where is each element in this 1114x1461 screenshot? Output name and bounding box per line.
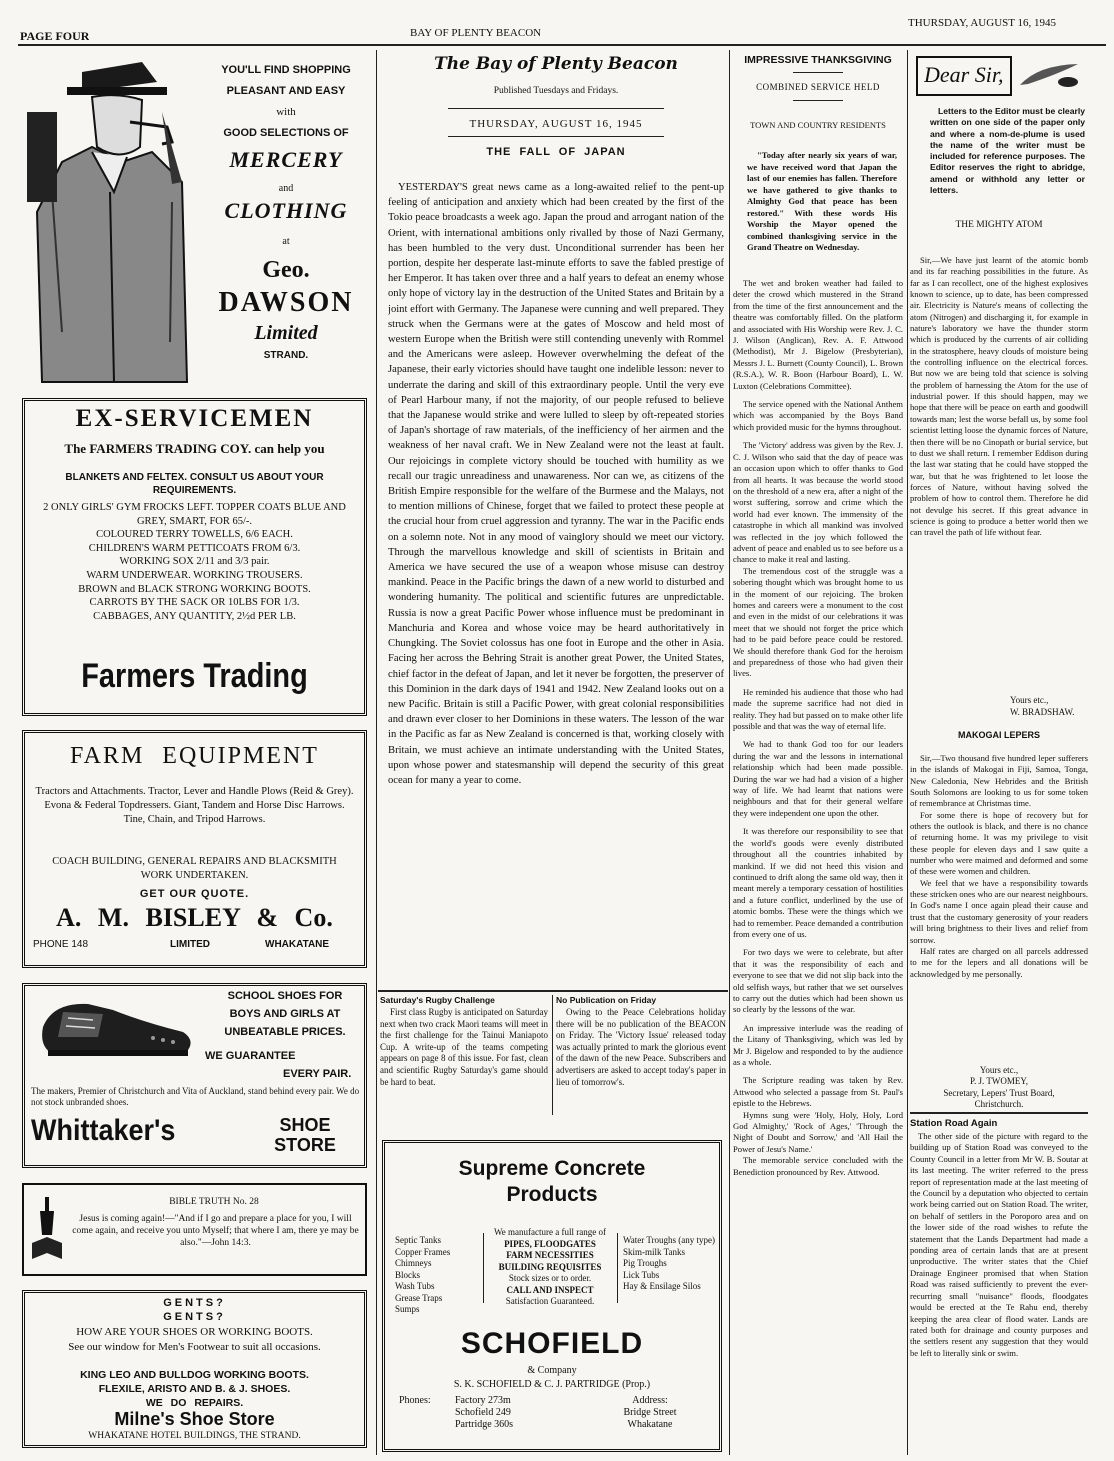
farmers-line: BROWN and BLACK STRONG WORKING BOOTS.	[78, 583, 311, 595]
gentleman-illustration	[22, 52, 197, 384]
farmers-title: EX-SERVICEMEN	[75, 405, 314, 432]
schofield-props: S. K. SCHOFIELD & C. J. PARTRIDGE (Prop.)	[453, 1379, 651, 1390]
lepers-sign-line: Yours etc.,	[979, 1065, 1019, 1075]
column-rule-3	[907, 50, 908, 1455]
dawson-mercery: MERCERY	[229, 147, 343, 172]
lepers-sign-line: P. J. TWOMEY,	[970, 1076, 1028, 1087]
milne-gents-2: GENTS?	[163, 1311, 226, 1323]
schofield-name: SCHOFIELD	[460, 1327, 644, 1360]
bisley-ad	[22, 730, 367, 968]
product-item: Sumps	[395, 1304, 420, 1314]
dawson-limited: Limited	[254, 322, 318, 344]
phones-label: Phones:	[399, 1395, 431, 1406]
nameplate: The Bay of Plenty Beacon	[434, 54, 678, 74]
whittaker-shoe: SHOE	[279, 1116, 331, 1134]
product-item: Water Troughs (any type)	[623, 1235, 716, 1245]
page-number: PAGE FOUR	[20, 29, 90, 43]
bisley-coach-text: COACH BUILDING, GENERAL REPAIRS AND BLACKSMITH WORK UNDERTAKEN.	[52, 856, 337, 881]
editorial-headline: THE FALL OF JAPAN	[486, 146, 626, 158]
dear-sir-logo	[916, 56, 1012, 96]
dear-sir-text: Dear Sir,	[924, 62, 1004, 87]
schofield-mid-line: PIPES, FLOODGATES	[504, 1238, 596, 1249]
atom-body: Sir,—We have just learnt of the atomic bomb and its far reaching possibilities in the future. As far as I can recollect, one of the highest explosives known to science, up to date, has been compressed air. Electricity is Nature's means of collecting the atom (Nitrogen) and discharging it, for example in nature's laboratory we have the thunder storm which is produced by the currents of air colliding in the stratosphere, heavy clouds of moisture being the controlling influence on the electrical forces. But now we are being told that science is solving the problem of harnessing the Atom for the use of industrial power. If this should happen, may we hope that there will be peace on earth and goodwill towards man; lest the worse befall us, by some fool scientist letting loose the dynamic forces of Nature, then there will be no Cinopath or burial service, but to dust we shall return. I remember Eddison during the last war stating that he could have stopped the war, but that he was frightened to let loose the forces of Nature, without having solved the problem of how to control them. Therefore he did not devulge his secret. If this great advance in science is going to produce a better world then we can travel the path of life without fear.	[910, 255, 1088, 538]
whittaker-small: The makers, Premier of Christchurch and Vita of Auckland, stand behind every pair. We do not stock unbranded shoes.	[31, 1086, 360, 1107]
nopub-body: Owing to the Peace Celebrations holiday there will be no publication of the BEACON on Friday. The 'Victory Issue' released today was actually printed to mark the glorious event of the dawn of the new Peace. Subscribers and advertisers are asked to accept today's paper in lieu of tomorrow's.	[556, 1007, 726, 1087]
editorial-bottom-rule	[378, 990, 728, 992]
thanksgiving-article	[733, 50, 903, 1455]
farmers-footer-logo: Farmers Trading	[81, 657, 308, 695]
bisley-name: A. M. BISLEY & Co.	[56, 903, 333, 932]
phone-entry: Partridge 360s	[455, 1419, 514, 1430]
phone-entry: Factory 273m	[455, 1395, 511, 1406]
thanks-lead: "Today after nearly six years of war, we have received word that Japan the last of our enemies has fallen. Therefore we have gathered to give thanks to Almighty God that peace has been restored." With these words His Worship the Mayor opened the combined thanksgiving service in the Grand Theatre on Wednesday.	[747, 150, 897, 252]
lepers-para: Half rates are charged on all parcels addressed to me for the lepers and all donations will be acknowledged by me personally.	[910, 945, 1088, 979]
rugby-item	[380, 995, 548, 1125]
farmers-line: WARM UNDERWEAR. WORKING TROUSERS.	[86, 569, 303, 581]
dawson-name: DAWSON	[218, 287, 354, 318]
product-item: Copper Frames	[395, 1246, 451, 1257]
dawson-line4: GOOD SELECTIONS OF	[223, 127, 349, 139]
milne-address: WHAKATANE HOTEL BUILDINGS, THE STRAND.	[88, 1431, 301, 1441]
phone-entry: Schofield 249	[455, 1407, 511, 1418]
farmers-blankets: BLANKETS AND FELTEX. CONSULT US ABOUT YOUR REQUIREMENTS.	[65, 472, 324, 496]
lepers-sign-line: Secretary, Lepers' Trust Board,	[943, 1087, 1055, 1098]
schofield-mid-line: Stock sizes or to order.	[508, 1273, 592, 1283]
station-title: Station Road Again	[910, 1118, 998, 1129]
product-item: Lick Tubs	[623, 1269, 660, 1280]
thanks-para: He reminded his audience that those who had made the supreme sacrifice had not died in reality. They had but passed on to make other life possible and that was the way of eternal life.	[733, 686, 903, 732]
milne-window: See our window for Men's Footwear to suit all occasions.	[68, 1341, 321, 1353]
letters-intro: Letters to the Editor must be clearly written on one side of the paper only and where a nom-de-plume is used the name of the writer must be included for reference purposes. The Editor reserves the right to abridge, amend or withhold any letter or letters.	[930, 106, 1085, 196]
bisley-equipment-text: Tractors and Attachments. Tractor, Lever and Handle Plows (Reid & Grey). Evona & Federal Topdressers. Giant, Tandem and Horse Disc Harrows. Tine, Chain, and Tripod Harrows.	[35, 786, 354, 825]
lepers-heading: MAKOGAI LEPERS	[957, 730, 1040, 740]
whittaker-line5: EVERY PAIR.	[283, 1068, 352, 1080]
product-item: Grease Traps	[395, 1292, 443, 1303]
lepers-para: For some there is hope of recovery but for others the outlook is black, and there is no chance of returning home. It was my privilege to visit these people for eleven days and I saw quite a number who were maimed and deformed and some of these were women and children.	[910, 809, 1088, 877]
product-item: Skim-milk Tanks	[623, 1246, 685, 1257]
bisley-phone: PHONE 148	[33, 939, 89, 950]
masthead-rule	[18, 44, 1106, 46]
thanks-para: Hymns sung were 'Holy, Holy, Holy, Lord God Almighty,' 'Rock of Ages,' 'Through the Night of Doubt and Sorrow,' and 'All Hail the Power of Jesu's Name.'	[733, 1109, 903, 1154]
letters-column	[910, 50, 1088, 1455]
whittaker-name: Whittaker's	[31, 1114, 176, 1147]
thanks-para: The tremendous cost of the struggle was a sobering thought which was brought home to us in the moment of our rejoicing. The broken homes and careers were a monument to the cost and even in the midst of our celebrations it was meet that we should not forget the price which had to be paid before peace could be restored. We should therefore thank God for the heroism and preparedness of those who had given their lives.	[733, 565, 903, 679]
farmers-line: WORKING SOX 2/11 and 3/3 pair.	[119, 556, 270, 568]
farmers-line: COLOURED TERRY TOWELLS, 6/6 EACH.	[96, 529, 293, 541]
nopub-title: No Publication on Friday	[556, 995, 657, 1005]
rugby-title: Saturday's Rugby Challenge	[380, 995, 495, 1005]
schofield-mid-line: We manufacture a full range of	[494, 1227, 606, 1237]
dawson-with: with	[276, 106, 296, 118]
thanks-para: An impressive interlude was the reading of the Litany of Thanksgiving, which was led by Mr J. Bigelow and responded to by the audience as a whole.	[733, 1022, 903, 1067]
editorial-date: THURSDAY, AUGUST 16, 1945	[469, 118, 643, 130]
paper-title-running: BAY OF PLENTY BEACON	[410, 27, 542, 39]
schofield-mid-line: FARM NECESSITIES	[506, 1250, 594, 1260]
address-line: Whakatane	[627, 1419, 673, 1430]
lepers-para: We feel that we have a responsibility towards these stricken ones who are our nearest neighbours. In God's name I once again plead their cause and trust that the customary generosity of your readers will bring brightness to their lives and relief from sorrow.	[910, 877, 1088, 945]
lepers-para: Sir,—Two thousand five hundred leper sufferers in the islands of Makogai in Fiji, Samoa, Tonga, New Caledonia, New Hebrides and the British South Solomons are looking to us for some token of remembrance at Christmas time.	[910, 753, 1088, 809]
atom-title: THE MIGHTY ATOM	[955, 220, 1043, 230]
column-rule-1	[376, 50, 377, 1455]
bisley-town: WHAKATANE	[265, 939, 330, 950]
product-item: Pig Troughs	[623, 1258, 667, 1268]
editorial-column	[388, 50, 724, 980]
date-rule	[448, 136, 664, 137]
product-item: Septic Tanks	[395, 1235, 441, 1245]
farmers-trading-ad	[22, 398, 367, 716]
whittaker-line3: UNBEATABLE PRICES.	[224, 1026, 346, 1038]
farmers-line: CABBAGES, ANY QUANTITY, 2½d PER LB.	[93, 610, 296, 622]
milne-name: Milne's Shoe Store	[114, 1409, 275, 1429]
product-item: Wash Tubs	[395, 1281, 435, 1291]
thanks-para: The Scripture reading was taken by Rev. Attwood who selected a passage from St. Paul's epistle to the Hebrews.	[733, 1075, 903, 1109]
whittaker-line1: SCHOOL SHOES FOR	[227, 990, 343, 1002]
issue-date: THURSDAY, AUGUST 16, 1945	[908, 17, 1057, 29]
quill-icon	[1018, 60, 1080, 90]
schofield-mid-line: BUILDING REQUISITES	[498, 1261, 602, 1272]
thanks-para: The wet and broken weather had failed to deter the crowd which mustered in the Strand from the time of the first announcement and the theatre was comfortably filled. On the platform and associated with His Worship were Rev. J. C. J. Wilson (Anglican), Rev. A. F. Attwood (Methodist), Mr J. Bigelow (Presbyterian), Messrs J. L. Burnett (County Council), L. Brown (R.S.A.), W. R. Boon (Harbour Board), L. W. Luxton (Celebrations Committee).	[733, 278, 903, 391]
lepers-sign-line: Christchurch.	[974, 1098, 1024, 1109]
farmers-line: 2 ONLY GIRLS' GYM FROCKS LEFT. TOPPER COATS BLUE AND GREY, SMART, FOR 65/-.	[43, 502, 346, 527]
schofield-divider-2	[617, 1233, 618, 1303]
dawson-line1: YOU'LL FIND SHOPPING	[221, 64, 351, 76]
lamp-book-icon	[30, 1195, 64, 1265]
no-publication-item	[556, 995, 726, 1125]
address-label: Address:	[632, 1395, 668, 1406]
product-item: Chimneys	[395, 1258, 432, 1268]
thanks-sub: COMBINED SERVICE HELD	[756, 82, 880, 92]
rugby-rule	[552, 995, 553, 1115]
milne-question: HOW ARE YOUR SHOES OR WORKING BOOTS.	[76, 1326, 313, 1338]
dawson-geo: Geo.	[262, 257, 310, 283]
schofield-title-1: Supreme Concrete	[458, 1157, 646, 1180]
thanks-sub2: TOWN AND COUNTRY RESIDENTS	[750, 120, 886, 130]
whittaker-line2: BOYS AND GIRLS AT	[229, 1008, 341, 1020]
schofield-title-2: Products	[506, 1183, 598, 1206]
whittaker-store: STORE	[274, 1136, 336, 1154]
address-line: Bridge Street	[623, 1407, 677, 1418]
station-body: The other side of the picture with regard to the building up of Station Road was conveyed to the County Council in a letter from Mr W. B. Soutar at its last meeting. The writer referred to the press report of representation made at the last meeting of the Council by a deputation who objected to certain work being carried out on Station Road. The writer, on behalf of settlers in the Poroporo area and on the lower side of the road wishes to refute the statement that the Lands Department had made a ponding area of certain lands that are at present unproductive. The writer states that the Chief Drainage Engineer promised that when Station Road was raised sufficiently to prevent the ever-recurring small "nuisance" floods, floodgates would be erected at the Te Rahu end, thereby keeping the area clear of flood water. Lands are rated both for drainage and county purposes and the settlers resent any suggestion that they would be left to literally sink or swim.	[910, 1131, 1088, 1358]
bisley-quote: GET OUR QUOTE.	[139, 888, 250, 900]
dawson-line2: PLEASANT AND EASY	[226, 85, 346, 97]
bible-text: Jesus is coming again!—"And if I go and prepare a place for you, I will come again, and receive you unto Myself; that where I am, there ye may be also."—John 14:3.	[72, 1214, 359, 1248]
schofield-mid-line: CALL AND INSPECT	[506, 1284, 594, 1295]
schofield-company: & Company	[527, 1365, 577, 1376]
thanks-rule-2	[793, 100, 843, 101]
editorial-body: YESTERDAY'S great news came as a long-awaited relief to the pent-up feeling of anticipation and anxiety which had been created by the first of the Tokio peace broadcasts a week ago. Japan the proud and arrogant nation of the Orient, with international ambitions only rivalled by those of Nazi Germany, has been humbled to the very dust. Unconditional surrender has been her portion, despite her desperate last-minute efforts to save the fabled prestige of her Emperor. It has taken over three and a half years to defeat an enemy whose only hope of victory lay in the destruction of the United States and Britain by a joint effort with Germany. The Japanese were cunning and well prepared. They struck when the Germans were at the gates of Moscow and held most of western Europe when the British were still contending unevenly with Rommel and the Americans were asleep. However overwhelming the defeat of the Japanese, their early victories should have taught one indelible lesson: never to underrate the daring and skill of this extraordinary people. Until the very eve of Pearl Harbour many, if not the majority, of our people refused to believe that the Japanese would strike and were lulled to sleep by oft-repeated stories of Japan's shortage of raw materials, of the inefficiency of her airmen and the weakness of her naval craft. We in New Zealand were not the least at fault. Our rejoicings in complete victory should be touched with humility as we recall our tragic unreadiness and unawareness. Nor can we, as citizens of the British Empire responsible for the welfare of the Burmese and the Malays, not to mention millions of Chinese, forget that we failed to protect these people at the crucial hour from cruel aggression and tyranny. The war in the Pacific ends on a solemn note. Not in any mood of vainglory should we meet our victory. Through the marvellous knowledge and skill of scientists in Britain and America we have secured the use of a weapon whose misuse can destroy mankind. Peace in the Pacific brings the dawn of a new world to disturbed and wondering humanity. The political and scientific futures are unpredictable. Russia is now a great Pacific Power whose influence must be predominant in Manchuria and Korea and whose voice may be heard authoritatively in Chungking. The Soviet colossus has one foot in Europe and the other in Asia. Facing her across the Behring Strait is another great Power, the United States, chief factor in the defeat of Japan, and let it never be forgotten, the preserver of this Dominion in the dark days of 1941 and 1942. New Zealand looks out on a new Pacific. Britain is still a Pacific Power, with great colonial responsibilities and drawn ever closer to her Dominions in these waters. The lesson of the war in the Pacific as far as New Zealand is concerned is that, working closely with Britain, we must achieve an intimate understanding with the United States, upon whose power and statesmanship will depend the security of this great ocean for many a year to come.	[388, 182, 724, 786]
rugby-body: First class Rugby is anticipated on Saturday next when two crack Maori teams will meet in the first challenge for the Tainui Maniapoto Cup. A write-up of the teams competing appears on page 8 of this issue. For fast, clean and scientific Rugby Saturday's game should be hard to beat.	[380, 1007, 548, 1087]
schofield-ad	[382, 1140, 722, 1452]
thanks-para: The service opened with the National Anthem which was accompanied by the Boys Band which provided music for the hymns throughout.	[733, 399, 903, 432]
thanks-para: The memorable service concluded with the Benediction pronounced by Rev. Attwood.	[733, 1155, 903, 1177]
thanks-para: The 'Victory' address was given by the Rev. J. C. J. Wilson who said that the day of peace was an occasion upon which to offer thanks to God from all hearts. It was because the world stood on the threshold of a new era, after a night of the worst suffering, sorrow and crime which the world had ever known. The immensity of the catastrophe in which all mankind was involved was reflected in the joy which followed the advent of peace and enabled us to see before us a chance to make it real and lasting.	[733, 440, 903, 565]
whittaker-ad	[22, 983, 367, 1168]
station-rule	[910, 1112, 1088, 1114]
bible-truth-box	[22, 1183, 367, 1276]
thanks-para: It was therefore our responsibility to see that the world's goods were evenly distributed throughout all the countries inhabited by mankind. If we did not heed this vision and continued to drift along the same old way, then it meant merely a temporary cessation of hostilities and a future conflict, underlined by the use of atomic bombs. These were the things which we had to remember. Peace demanded a contribution from every one of us.	[733, 826, 903, 939]
dawson-ad	[22, 52, 372, 384]
published-note: Published Tuesdays and Fridays.	[493, 86, 619, 96]
dawson-at: at	[282, 236, 290, 247]
thanks-para: We had to thank God too for our leaders during the war and the lessons in international relationship which had been made possible. During the war we had had a vision of a higher way of life. We had learnt that nations were neighbours and that for their general welfare they were independent one upon the other.	[733, 739, 903, 818]
milne-shoe-ad	[22, 1290, 367, 1448]
schofield-divider-1	[483, 1233, 484, 1303]
atom-yours: Yours etc.,	[1010, 695, 1049, 705]
thanks-rule-1	[793, 72, 843, 73]
thanks-para: For two days we were to celebrate, but after that it was the responsibility of each and everyone to see that we did not slip back into the old selfish ways, but rather that we set ourselves to carry out the duties which had been shown us so clearly by the lessons of the war.	[733, 947, 903, 1015]
milne-repairs: WE DO REPAIRS.	[145, 1397, 244, 1409]
bisley-title: FARM EQUIPMENT	[70, 743, 319, 769]
milne-king-leo: KING LEO AND BULLDOG WORKING BOOTS.	[80, 1369, 309, 1381]
milne-flexile: FLEXILE, ARISTO AND B. & J. SHOES.	[98, 1383, 291, 1395]
shoe-illustration	[33, 992, 198, 1067]
thanks-headline: IMPRESSIVE THANKSGIVING	[744, 54, 892, 66]
dawson-and: and	[278, 183, 294, 194]
bisley-limited: LIMITED	[170, 939, 210, 950]
dawson-clothing: CLOTHING	[224, 198, 348, 223]
farmers-subtitle: The FARMERS TRADING COY. can help you	[64, 441, 325, 456]
bible-title: BIBLE TRUTH No. 28	[169, 1197, 259, 1207]
dawson-strand: STRAND.	[263, 350, 309, 361]
farmers-line: CARROTS BY THE SACK OR 10LBS FOR 1/3.	[89, 597, 300, 609]
product-item: Hay & Ensilage Silos	[623, 1281, 701, 1291]
product-item: Blocks	[395, 1269, 421, 1280]
farmers-line: CHILDREN'S WARM PETTICOATS FROM 6/3.	[88, 542, 301, 554]
schofield-mid-line: Satisfaction Guaranteed.	[505, 1296, 595, 1306]
atom-signature: W. BRADSHAW.	[1010, 707, 1075, 717]
nameplate-rule	[448, 108, 664, 109]
column-rule-2	[729, 50, 730, 1455]
whittaker-line4: WE GUARANTEE	[205, 1050, 296, 1062]
milne-gents-1: GENTS?	[163, 1297, 226, 1309]
